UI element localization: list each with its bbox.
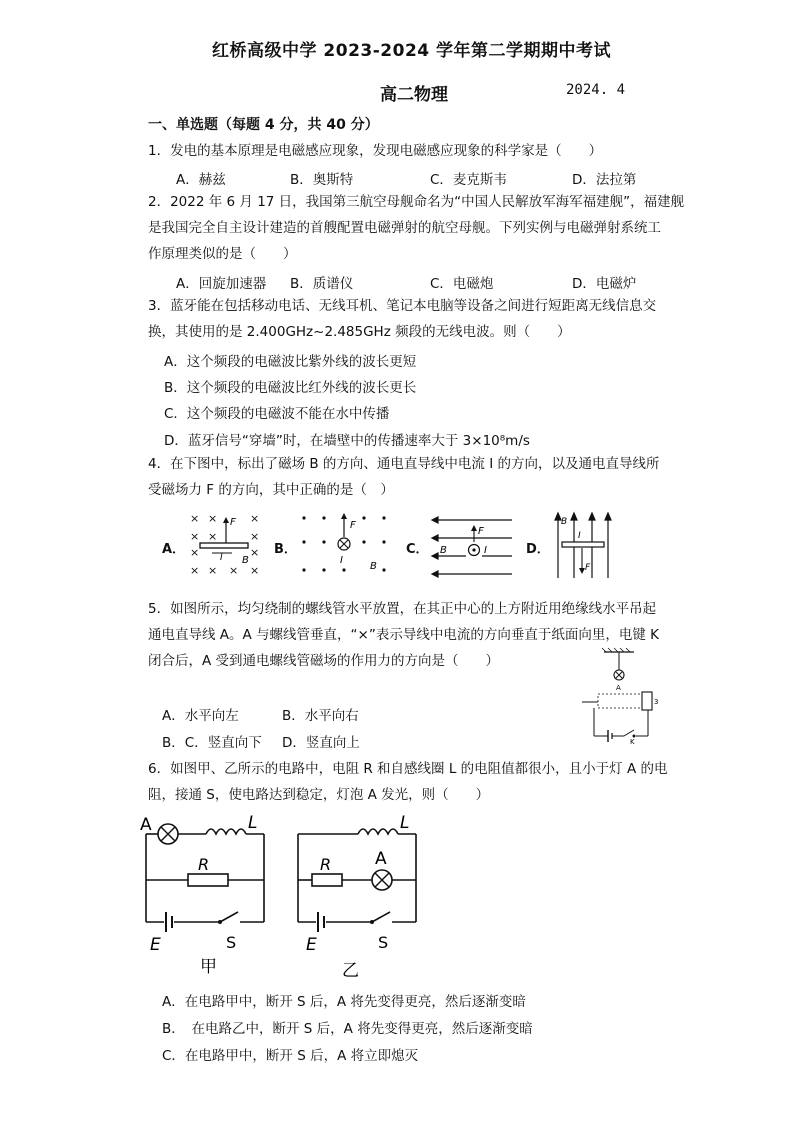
svg-text:A: A bbox=[616, 684, 621, 692]
svg-text:S: S bbox=[378, 933, 389, 952]
switch-s bbox=[220, 912, 238, 922]
q5-option-a[interactable]: A．水平向左 bbox=[162, 708, 239, 724]
svg-text:A: A bbox=[375, 849, 387, 869]
q5-option-d[interactable]: D．竖直向上 bbox=[282, 735, 360, 751]
svg-text:F: F bbox=[478, 526, 484, 537]
q5-option-b[interactable]: B．水平向右 bbox=[282, 708, 359, 724]
q6-stem-line1: 6．如图甲、乙所示的电路中，电阻 R 和自感线圈 L 的电阻值都很小，且小于灯 A 的电 bbox=[148, 761, 668, 777]
q4-label-d[interactable]: D． bbox=[526, 542, 550, 557]
exam-date: 2024. 4 bbox=[566, 82, 626, 98]
q6-stem-line2: 阻，接通 S，使电路达到稳定，灯泡 A 发光，则（ ） bbox=[148, 787, 490, 803]
circuit-jia bbox=[138, 812, 278, 980]
subject-title: 高二物理 bbox=[380, 85, 448, 105]
q2-option-b[interactable]: B．质谱仪 bbox=[290, 276, 354, 292]
conductor-rod bbox=[562, 542, 604, 547]
svg-text:L: L bbox=[248, 813, 258, 833]
q1-stem: 1．发电的基本原理是电磁感应现象，发现电磁感应现象的科学家是（ ） bbox=[148, 143, 603, 159]
switch-s bbox=[372, 912, 390, 922]
q5-figure bbox=[572, 644, 662, 744]
q1-option-c[interactable]: C．麦克斯韦 bbox=[430, 172, 507, 188]
q3-stem-line1: 3．蓝牙能在包括移动电话、无线耳机、笔记本电脑等设备之间进行短距离无线信息交 bbox=[148, 298, 657, 314]
q4-figure-c bbox=[428, 512, 516, 580]
field-label: B bbox=[242, 555, 249, 566]
svg-text:×: × bbox=[208, 564, 218, 577]
q1-option-d[interactable]: D．法拉第 bbox=[572, 172, 637, 188]
inductor-l bbox=[206, 829, 246, 834]
svg-text:B: B bbox=[370, 561, 377, 572]
svg-text:B: B bbox=[561, 517, 568, 527]
svg-text:×: × bbox=[229, 564, 239, 577]
section-heading: 一、单选题（每题 4 分，共 40 分） bbox=[148, 117, 379, 133]
q6-option-c[interactable]: C．在电路甲中，断开 S 后，A 将立即熄灭 bbox=[162, 1048, 419, 1064]
svg-text:乙: 乙 bbox=[342, 961, 359, 981]
svg-text:×: × bbox=[208, 512, 218, 525]
q4-label-a[interactable]: A． bbox=[162, 542, 186, 557]
q4-stem-line1: 4．在下图中，标出了磁场 B 的方向、通电直导线中电流 I 的方向，以及通电直导线所 bbox=[148, 456, 660, 472]
conductor-rod bbox=[200, 543, 248, 548]
svg-text:×: × bbox=[208, 530, 218, 543]
q5-stem-line3: 闭合后，A 受到通电螺线管磁场的作用力的方向是（ ） bbox=[148, 653, 500, 669]
svg-text:R: R bbox=[320, 855, 332, 874]
q3-option-b[interactable]: B．这个频段的电磁波比红外线的波长更长 bbox=[164, 380, 417, 396]
resistor-r bbox=[312, 874, 342, 886]
current-label: I bbox=[220, 553, 223, 563]
q3-option-d[interactable]: D．蓝牙信号“穿墙”时，在墙壁中的传播速率大于 3×10⁸m/s bbox=[164, 433, 530, 449]
svg-text:B: B bbox=[440, 545, 447, 556]
q5-stem-line2: 通电直导线 A。A 与螺线管垂直，“×”表示导线中电流的方向垂直于纸面向里，电键 K bbox=[148, 627, 659, 643]
svg-text:×: × bbox=[190, 546, 200, 559]
exam-title: 红桥高级中学 2023-2024 学年第二学期期中考试 bbox=[212, 41, 612, 61]
svg-text:E: E bbox=[306, 935, 317, 955]
svg-text:S: S bbox=[226, 933, 237, 952]
q3-option-a[interactable]: A．这个频段的电磁波比紫外线的波长更短 bbox=[164, 354, 417, 370]
svg-text:K: K bbox=[630, 738, 635, 744]
svg-text:×: × bbox=[190, 512, 200, 525]
svg-text:3: 3 bbox=[654, 698, 659, 706]
svg-text:L: L bbox=[400, 813, 410, 833]
q1-option-b[interactable]: B．奥斯特 bbox=[290, 172, 354, 188]
q3-stem-line2: 换，其使用的是 2.400GHz~2.485GHz 频段的无线电波。则（ ） bbox=[148, 324, 571, 340]
q5-stem-line1: 5．如图所示，均匀绕制的螺线管水平放置，在其正中心的上方附近用绝缘线水平吊起 bbox=[148, 601, 657, 617]
svg-text:×: × bbox=[190, 530, 200, 543]
inductor-l bbox=[358, 829, 398, 834]
q2-option-a[interactable]: A．回旋加速器 bbox=[176, 276, 267, 292]
svg-text:R: R bbox=[198, 855, 210, 874]
svg-text:×: × bbox=[190, 564, 200, 577]
q2-stem-line2: 是我国完全自主设计建造的首艘配置电磁弹射的航空母舰。下列实例与电磁弹射系统工 bbox=[148, 220, 661, 236]
q6-option-a[interactable]: A．在电路甲中，断开 S 后，A 将先变得更亮，然后逐渐变暗 bbox=[162, 994, 526, 1010]
q5-option-c[interactable]: B．C．竖直向下 bbox=[162, 735, 262, 751]
circuit-yi bbox=[290, 812, 430, 984]
switch-k bbox=[624, 730, 634, 736]
q4-label-b[interactable]: B． bbox=[274, 542, 297, 557]
force-label: F bbox=[230, 517, 236, 528]
q3-option-c[interactable]: C．这个频段的电磁波不能在水中传播 bbox=[164, 406, 390, 422]
q4-figure-d bbox=[548, 508, 620, 582]
q1-option-a[interactable]: A．赫兹 bbox=[176, 172, 226, 188]
svg-text:×: × bbox=[250, 512, 260, 525]
q2-stem-line1: 2．2022 年 6 月 17 日，我国第三航空母舰命名为“中国人民解放军海军福建舰”，福建舰 bbox=[148, 194, 685, 210]
svg-text:×: × bbox=[250, 564, 260, 577]
q2-option-d[interactable]: D．电磁炉 bbox=[572, 276, 637, 292]
q6-option-b[interactable]: B． 在电路乙中，断开 S 后，A 将先变得更亮，然后逐渐变暗 bbox=[162, 1021, 533, 1037]
q4-label-c[interactable]: C． bbox=[406, 542, 429, 557]
q4-figure-b bbox=[294, 508, 394, 580]
svg-text:A: A bbox=[140, 815, 152, 835]
q2-option-c[interactable]: C．电磁炮 bbox=[430, 276, 494, 292]
svg-text:甲: 甲 bbox=[200, 957, 217, 977]
solenoid bbox=[598, 694, 642, 708]
svg-text:I: I bbox=[484, 545, 487, 556]
q4-figure-a bbox=[182, 508, 268, 580]
svg-text:×: × bbox=[250, 530, 260, 543]
svg-text:F: F bbox=[350, 520, 356, 531]
q2-stem-line3: 作原理类似的是（ ） bbox=[148, 246, 297, 262]
svg-text:F: F bbox=[585, 563, 591, 573]
q4-stem-line2: 受磁场力 F 的方向，其中正确的是（ ） bbox=[148, 482, 394, 498]
svg-text:E: E bbox=[150, 935, 161, 955]
resistor-r bbox=[188, 874, 228, 886]
svg-text:×: × bbox=[250, 546, 260, 559]
svg-text:I: I bbox=[340, 555, 343, 566]
svg-text:I: I bbox=[578, 531, 581, 541]
